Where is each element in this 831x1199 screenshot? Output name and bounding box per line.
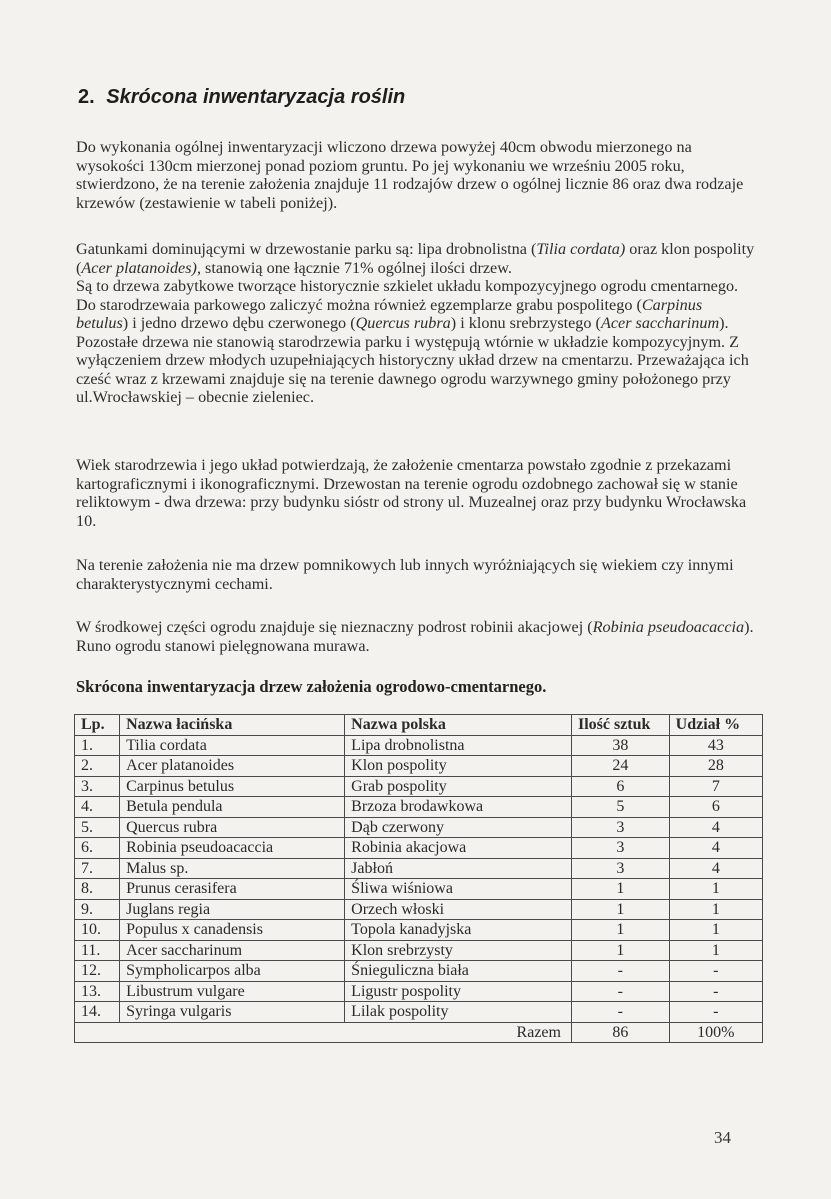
cell-lp: 5.: [75, 817, 120, 838]
cell-share: -: [669, 961, 762, 982]
cell-latin-name: Tilia cordata: [120, 735, 345, 756]
paragraph-tree-age: Wiek starodrzewia i jego układ potwierdzają, że założenie cmentarza powstało zgodnie z przekazami kartograficznymi i ikonograficznymi. Drzewostan na terenie ogrodu ozdobnego zachował się w stanie reliktowym - dwa drzewa: przy budynku sióstr od strony ul. Muzealnej oraz przy budynku Wrocławska 10.: [76, 456, 747, 530]
latin-name: Quercus rubra: [355, 314, 451, 332]
cell-latin-name: Acer platanoides: [120, 756, 345, 777]
cell-share: 1: [669, 879, 762, 900]
text-span: ) i jedno drzewo dębu czerwonego (: [122, 314, 356, 332]
header-polish-name: Nazwa polska: [345, 715, 572, 736]
cell-latin-name: Syringa vulgaris: [120, 1002, 345, 1023]
cell-quantity: -: [571, 1002, 669, 1023]
cell-latin-name: Robinia pseudoacaccia: [120, 838, 345, 859]
cell-polish-name: Robinia akacjowa: [345, 838, 572, 859]
cell-share: 28: [669, 756, 762, 777]
table-row: [75, 1002, 763, 1023]
header-share: Udział %: [669, 715, 762, 736]
cell-share: 1: [669, 899, 762, 920]
cell-share: 1: [669, 920, 762, 941]
cell-polish-name: Lipa drobnolistna: [345, 735, 572, 756]
paragraph-robinia: [76, 618, 756, 655]
table-row: [75, 879, 763, 900]
latin-name: Acer saccharinum: [600, 314, 720, 332]
table-row: [75, 940, 763, 961]
text-span: oraz klon pospolity (: [76, 240, 755, 277]
cell-quantity: 3: [571, 858, 669, 879]
cell-polish-name: Śliwa wiśniowa: [345, 879, 572, 900]
cell-lp: 9.: [75, 899, 120, 920]
paragraph-inventory-intro: Do wykonania ogólnej inwentaryzacji wliczono drzewa powyżej 40cm obwodu mierzonego na wysokości 130cm mierzonej ponad poziom gruntu. Po jej wykonaniu we wrześniu 2005 roku, stwierdzono, że na terenie założenia znajduje 11 rodzajów drzew o ogólnej licznie 86 oraz dwa rodzaje krzewów (zestawienie w tabeli poniżej).: [76, 138, 744, 212]
cell-latin-name: Prunus cerasifera: [120, 879, 345, 900]
cell-quantity: 3: [571, 838, 669, 859]
cell-quantity: 1: [571, 940, 669, 961]
cell-lp: 11.: [75, 940, 120, 961]
text-span: Są to drzewa zabytkowe tworzące historycznie szkielet układu kompozycyjnego ogrodu cmentarnego. Do starodrzewaia parkowego zaliczyć można również egzemplarze grabu pospolitego (: [76, 277, 739, 314]
cell-quantity: -: [571, 961, 669, 982]
total-blank-cell: [75, 1022, 345, 1043]
table-row: [75, 735, 763, 756]
text-span: ).: [719, 314, 729, 332]
table-row: [75, 920, 763, 941]
section-number: 2.: [78, 86, 95, 108]
cell-lp: 8.: [75, 879, 120, 900]
cell-polish-name: Brzoza brodawkowa: [345, 797, 572, 818]
text-span: , stanowią one łącznie 71% ogólnej ilości drzew.: [196, 258, 512, 277]
cell-latin-name: Populus x canadensis: [120, 920, 345, 941]
cell-latin-name: Juglans regia: [120, 899, 345, 920]
cell-latin-name: Malus sp.: [120, 858, 345, 879]
cell-quantity: 1: [571, 899, 669, 920]
page-number: 34: [714, 1128, 731, 1147]
cell-latin-name: Acer saccharinum: [120, 940, 345, 961]
latin-name: Robinia pseudoacaccia: [592, 618, 745, 636]
cell-quantity: 1: [571, 879, 669, 900]
cell-lp: 7.: [75, 858, 120, 879]
cell-lp: 12.: [75, 961, 120, 982]
header-lp: Lp.: [75, 715, 120, 736]
text-span: ) i klonu srebrzystego (: [450, 314, 601, 332]
table-row: [75, 899, 763, 920]
cell-lp: 13.: [75, 981, 120, 1002]
text-span: W środkowej części ogrodu znajduje się nieznaczny podrost robinii akacjowej (: [76, 618, 593, 636]
cell-polish-name: Ligustr pospolity: [345, 981, 572, 1002]
paragraph-monument-trees: Na terenie założenia nie ma drzew pomnikowych lub innych wyróżniających się wiekiem czy innymi charakterystycznymi cechami.: [76, 556, 734, 593]
cell-polish-name: Dąb czerwony: [345, 817, 572, 838]
cell-latin-name: Betula pendula: [120, 797, 345, 818]
header-quantity: Ilość sztuk: [571, 715, 669, 736]
cell-lp: 3.: [75, 776, 120, 797]
section-heading: [78, 86, 405, 109]
cell-polish-name: Lilak pospolity: [345, 1002, 572, 1023]
text-span: Pozostałe drzewa nie stanowią starodrzewia parku i występują wtórnie w układzie kompozycyjnym. Z wyłączeniem drzew młodych uzupełniających historyczny układ drzew na cmentarzu. Przeważająca ich cześć wraz z krzewami znajduje się na terenie dawnego ogrodu warzywnego gminy położonego przy ul.Wrocławskiej – obecnie zieleniec.: [76, 332, 749, 406]
table-row: [75, 817, 763, 838]
cell-share: -: [669, 981, 762, 1002]
cell-latin-name: Quercus rubra: [120, 817, 345, 838]
cell-share: 4: [669, 817, 762, 838]
cell-polish-name: Grab pospolity: [345, 776, 572, 797]
cell-lp: 14.: [75, 1002, 120, 1023]
table-header-row: [75, 715, 763, 736]
cell-latin-name: Sympholicarpos alba: [120, 961, 345, 982]
cell-share: 4: [669, 838, 762, 859]
cell-share: -: [669, 1002, 762, 1023]
cell-quantity: 24: [571, 756, 669, 777]
cell-share: 43: [669, 735, 762, 756]
cell-share: 1: [669, 940, 762, 961]
section-title: Skrócona inwentaryzacja roślin: [106, 86, 406, 108]
table-row: [75, 858, 763, 879]
cell-polish-name: Orzech włoski: [345, 899, 572, 920]
cell-latin-name: Libustrum vulgare: [120, 981, 345, 1002]
cell-latin-name: Carpinus betulus: [120, 776, 345, 797]
cell-lp: 6.: [75, 838, 120, 859]
cell-quantity: 6: [571, 776, 669, 797]
cell-polish-name: Topola kanadyjska: [345, 920, 572, 941]
total-quantity: 86: [571, 1022, 669, 1043]
paragraph-dominant-species: [76, 240, 756, 407]
cell-polish-name: Klon srebrzysty: [345, 940, 572, 961]
cell-polish-name: Jabłoń: [345, 858, 572, 879]
cell-quantity: 3: [571, 817, 669, 838]
cell-quantity: 5: [571, 797, 669, 818]
table-body: [75, 735, 763, 1043]
cell-lp: 1.: [75, 735, 120, 756]
cell-lp: 4.: [75, 797, 120, 818]
cell-quantity: 1: [571, 920, 669, 941]
total-share: 100%: [669, 1022, 762, 1043]
cell-share: 6: [669, 797, 762, 818]
text-span: Gatunkami dominującymi w drzewostanie parku są: lipa drobnolistna (: [76, 240, 537, 258]
cell-lp: 10.: [75, 920, 120, 941]
latin-name: Carpinus betulus: [76, 295, 703, 332]
header-latin-name: Nazwa łacińska: [120, 715, 345, 736]
table-row: [75, 838, 763, 859]
cell-quantity: 38: [571, 735, 669, 756]
inventory-table: [74, 714, 763, 1043]
cell-quantity: -: [571, 981, 669, 1002]
table-total-row: [75, 1022, 763, 1043]
text-span: ). Runo ogrodu stanowi pielęgnowana murawa.: [76, 618, 754, 655]
table-row: [75, 981, 763, 1002]
cell-share: 7: [669, 776, 762, 797]
table-row: [75, 961, 763, 982]
table-row: [75, 797, 763, 818]
table-caption: Skrócona inwentaryzacja drzew założenia ogrodowo-cmentarnego.: [76, 677, 547, 696]
latin-name: Acer platanoides): [81, 258, 197, 277]
table-row: [75, 776, 763, 797]
total-label: Razem: [345, 1022, 572, 1043]
cell-lp: 2.: [75, 756, 120, 777]
cell-share: 4: [669, 858, 762, 879]
latin-name: Tilia cordata): [536, 240, 626, 258]
cell-polish-name: Śnieguliczna biała: [345, 961, 572, 982]
cell-polish-name: Klon pospolity: [345, 756, 572, 777]
table-row: [75, 756, 763, 777]
